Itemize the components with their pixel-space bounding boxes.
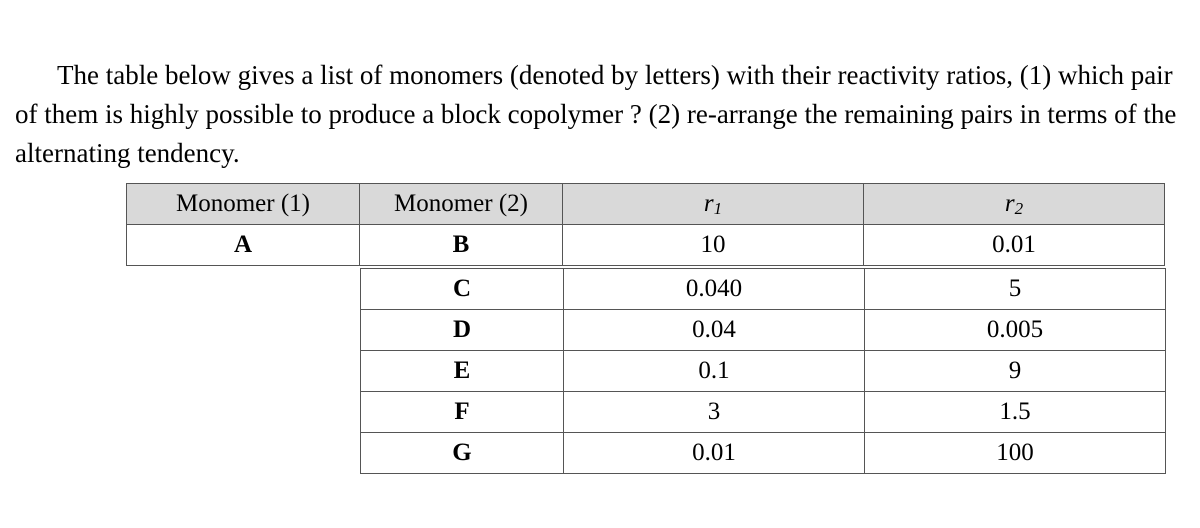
table-row xyxy=(361,351,1166,392)
header-r2 xyxy=(864,184,1165,225)
table-header-row xyxy=(127,184,1165,225)
table-row xyxy=(361,392,1166,433)
cell-r2: 100 xyxy=(865,433,1166,474)
header-r1-sub: 1 xyxy=(713,198,723,218)
cell-r1: 0.040 xyxy=(564,269,865,310)
cell-monomer2: B xyxy=(360,225,563,266)
cell-r1: 10 xyxy=(563,225,864,266)
header-monomer1: Monomer (1) xyxy=(127,184,360,225)
question-text: The table below gives a list of monomers (denoted by letters) with their reactivity ratios, (1) which pair of them is highly possible to produce a block copolymer ? (2) re-arrange the remaining pairs in terms of the alternating tendency. xyxy=(15,60,1177,168)
header-r1-base: r xyxy=(703,189,714,217)
cell-r2: 0.01 xyxy=(864,225,1165,266)
cell-monomer2: F xyxy=(361,392,564,433)
table-row xyxy=(361,269,1166,310)
reactivity-table xyxy=(126,183,1165,266)
cell-r1: 0.1 xyxy=(564,351,865,392)
table-row xyxy=(127,225,1165,266)
header-r2-sub: 2 xyxy=(1014,198,1024,218)
cell-monomer1: A xyxy=(127,225,360,266)
header-r2-base: r xyxy=(1004,189,1015,217)
cell-r2: 0.005 xyxy=(865,310,1166,351)
cell-r1: 0.04 xyxy=(564,310,865,351)
reactivity-table-continued xyxy=(360,268,1166,474)
cell-r2: 9 xyxy=(865,351,1166,392)
cell-r2: 5 xyxy=(865,269,1166,310)
table-row xyxy=(361,310,1166,351)
cell-monomer2: D xyxy=(361,310,564,351)
header-r1 xyxy=(563,184,864,225)
table-row xyxy=(361,433,1166,474)
cell-r2: 1.5 xyxy=(865,392,1166,433)
header-monomer2: Monomer (2) xyxy=(360,184,563,225)
cell-monomer2: C xyxy=(361,269,564,310)
cell-monomer2: E xyxy=(361,351,564,392)
cell-r1: 3 xyxy=(564,392,865,433)
cell-r1: 0.01 xyxy=(564,433,865,474)
cell-monomer2: G xyxy=(361,433,564,474)
